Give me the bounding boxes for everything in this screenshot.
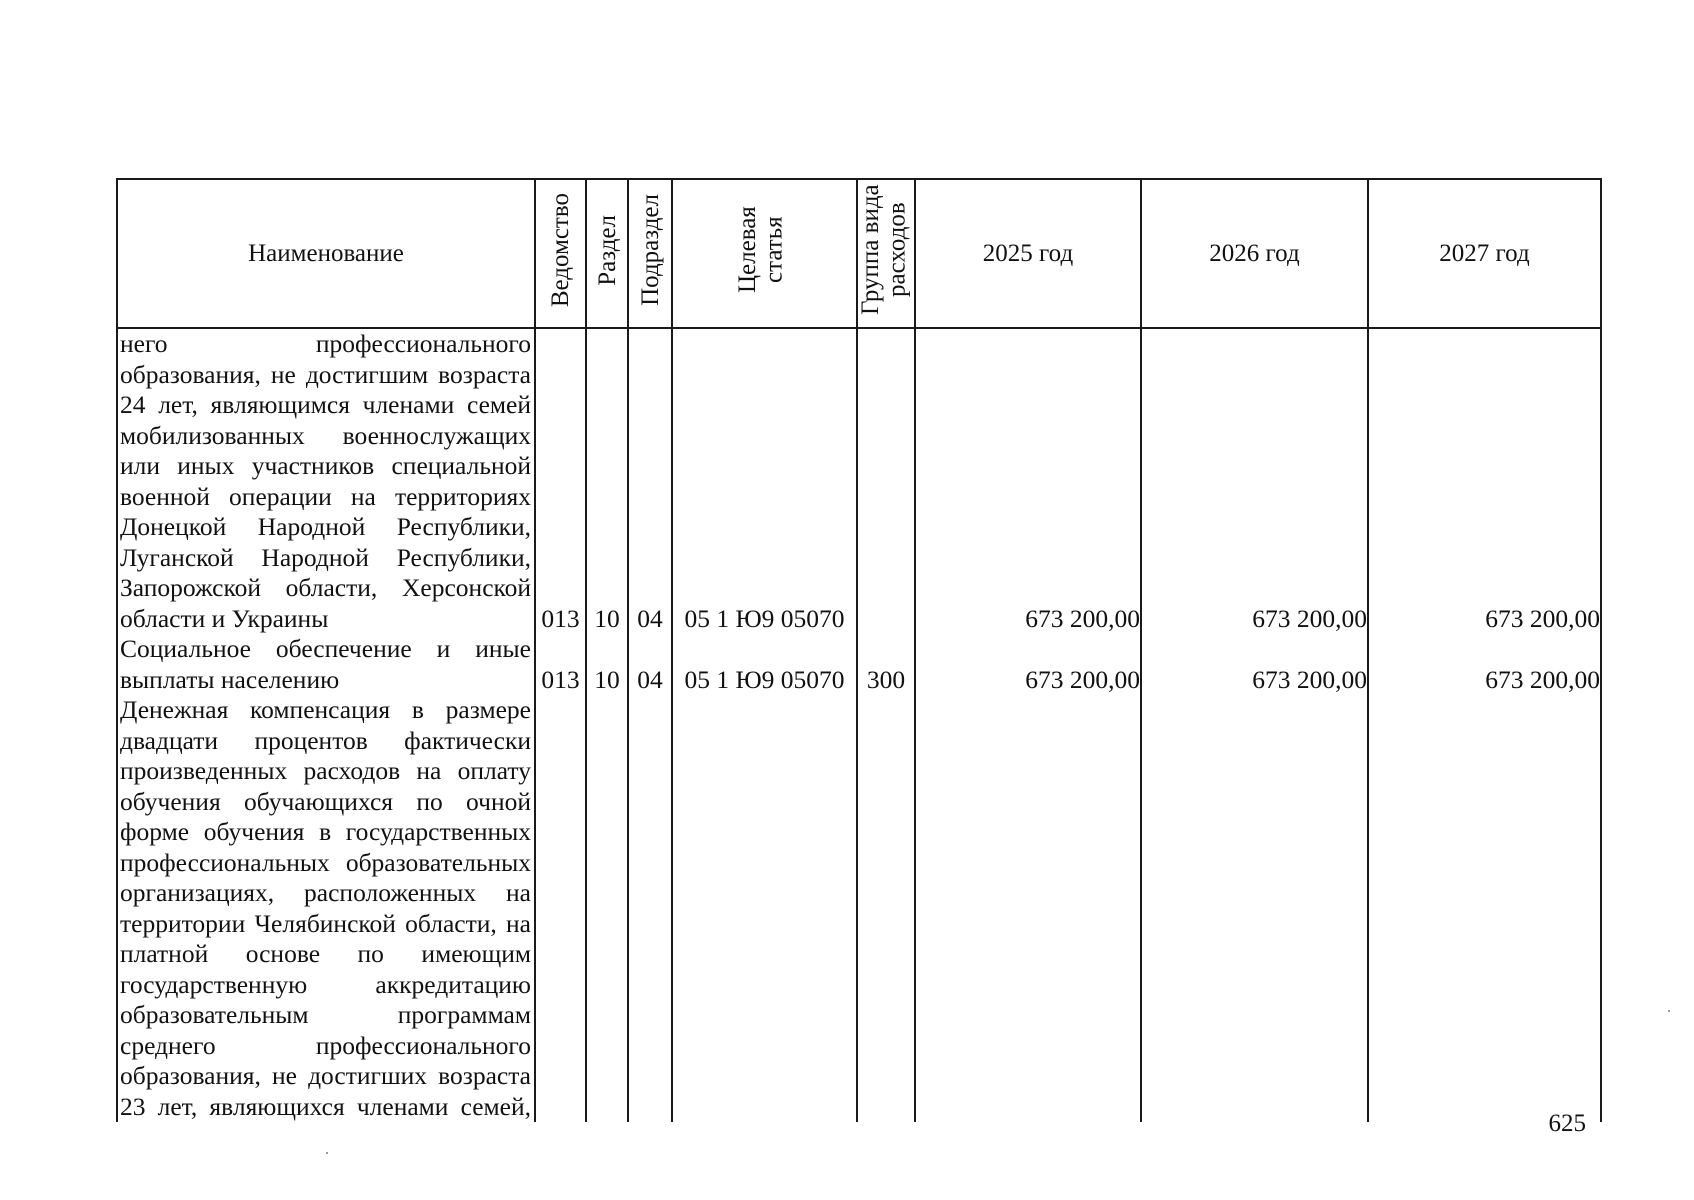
header-2027: 2027 год <box>1368 179 1601 328</box>
scan-speck <box>1668 1010 1670 1012</box>
header-gruppa: Группа вида расходов <box>857 179 915 328</box>
table-row <box>117 634 1601 695</box>
row-podrazdel: 04 <box>628 328 672 634</box>
row-razdel <box>586 695 628 1122</box>
row-gruppa <box>857 328 915 634</box>
header-podrazdel: Подраздел <box>628 179 672 328</box>
row-name: Социальное обеспечение и иные выплаты населению <box>117 634 535 695</box>
table-row <box>117 328 1601 634</box>
row-celevaya <box>672 695 857 1122</box>
row-name: Денежная компенсация в размере двадцати процентов фактически произведенных расходов на оплату обучения обучающихся по очной форме обучения в государственных профессиональных образовательных организациях, расположенных на территории Челябинской области, на платной основе по имеющим государственную аккредитацию образовательным программам среднего профессионального образования, не достигших возраста 23 лет, являющихся членами семей, <box>117 695 535 1122</box>
row-vedomstvo <box>535 695 586 1122</box>
row-gruppa <box>857 695 915 1122</box>
row-celevaya: 05 1 Ю9 05070 <box>672 634 857 695</box>
row-amount-2026 <box>1141 695 1368 1122</box>
row-name: него профессионального образования, не достигшим возраста 24 лет, являющимся членами семей мобилизованных военнослужащих или иных участников специальной военной операции на территориях Донецкой Народной Республики, Луганской Народной Республики, Запорожской области, Херсонской области и Украины <box>117 328 535 634</box>
row-celevaya: 05 1 Ю9 05070 <box>672 328 857 634</box>
row-gruppa: 300 <box>857 634 915 695</box>
row-amount-2027: 673 200,00 <box>1368 634 1601 695</box>
row-amount-2025: 673 200,00 <box>915 634 1141 695</box>
row-amount-2025: 673 200,00 <box>915 328 1141 634</box>
page-number: 625 <box>1548 1110 1586 1137</box>
row-amount-2025 <box>915 695 1141 1122</box>
row-amount-2027: 673 200,00 <box>1368 328 1601 634</box>
header-name: Наименование <box>117 179 535 328</box>
row-razdel: 10 <box>586 328 628 634</box>
header-celevaya: Целевая статья <box>672 179 857 328</box>
header-2025: 2025 год <box>915 179 1141 328</box>
header-razdel: Раздел <box>586 179 628 328</box>
row-vedomstvo: 013 <box>535 634 586 695</box>
budget-table <box>116 178 1602 1122</box>
table-row <box>117 695 1601 1122</box>
row-amount-2027 <box>1368 695 1601 1122</box>
header-vedomstvo: Ведомство <box>535 179 586 328</box>
row-amount-2026: 673 200,00 <box>1141 328 1368 634</box>
table-header-row <box>117 179 1601 328</box>
row-podrazdel: 04 <box>628 634 672 695</box>
row-amount-2026: 673 200,00 <box>1141 634 1368 695</box>
row-razdel: 10 <box>586 634 628 695</box>
row-vedomstvo: 013 <box>535 328 586 634</box>
row-podrazdel <box>628 695 672 1122</box>
scan-speck <box>326 1152 328 1154</box>
header-2026: 2026 год <box>1141 179 1368 328</box>
